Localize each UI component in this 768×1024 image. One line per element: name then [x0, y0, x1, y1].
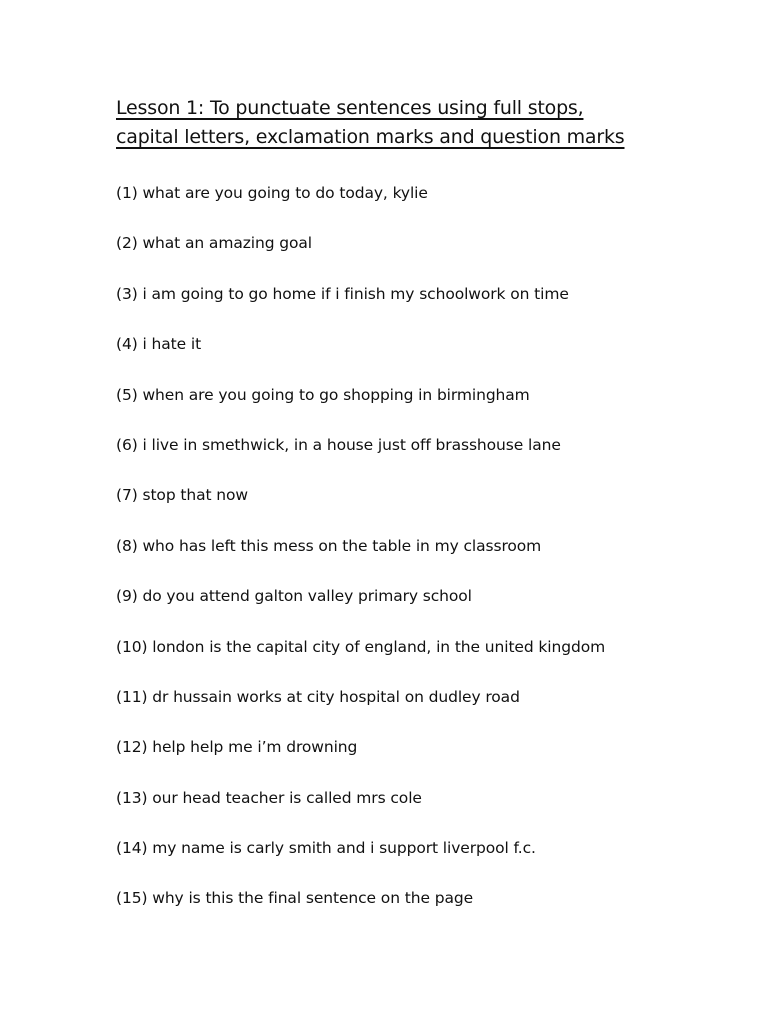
- sentence-7: (7) stop that now: [116, 486, 248, 505]
- sentence-10: (10) london is the capital city of england, in the united kingdom: [116, 637, 606, 656]
- sentence-4: (4) i hate it: [116, 335, 202, 354]
- sentence-2: (2) what an amazing goal: [116, 234, 312, 253]
- sentence-8: (8) who has left this mess on the table in my classroom: [116, 536, 542, 555]
- sentence-1: (1) what are you going to do today, kylie: [116, 184, 428, 202]
- sentence-11: (11) dr hussain works at city hospital on dudley road: [116, 687, 520, 706]
- sentence-9: (9) do you attend galton valley primary school: [116, 587, 472, 606]
- lesson-title: [116, 94, 716, 152]
- sentence-5: (5) when are you going to go shopping in birmingham: [116, 385, 530, 404]
- lesson-title-line-1: Lesson 1: To punctuate sentences using full stops,: [116, 97, 584, 119]
- lesson-title-line-2: capital letters, exclamation marks and question marks: [116, 126, 625, 148]
- sentence-14: (14) my name is carly smith and i support liverpool f.c.: [116, 839, 536, 858]
- sentence-13: (13) our head teacher is called mrs cole: [116, 788, 422, 807]
- sentence-list: [116, 182, 736, 938]
- sentence-12: (12) help help me i’m drowning: [116, 738, 358, 757]
- sentence-3: (3) i am going to go home if i finish my schoolwork on time: [116, 284, 569, 303]
- sentence-15: (15) why is this the final sentence on the page: [116, 889, 474, 908]
- sentence-6: (6) i live in smethwick, in a house just off brasshouse lane: [116, 435, 561, 454]
